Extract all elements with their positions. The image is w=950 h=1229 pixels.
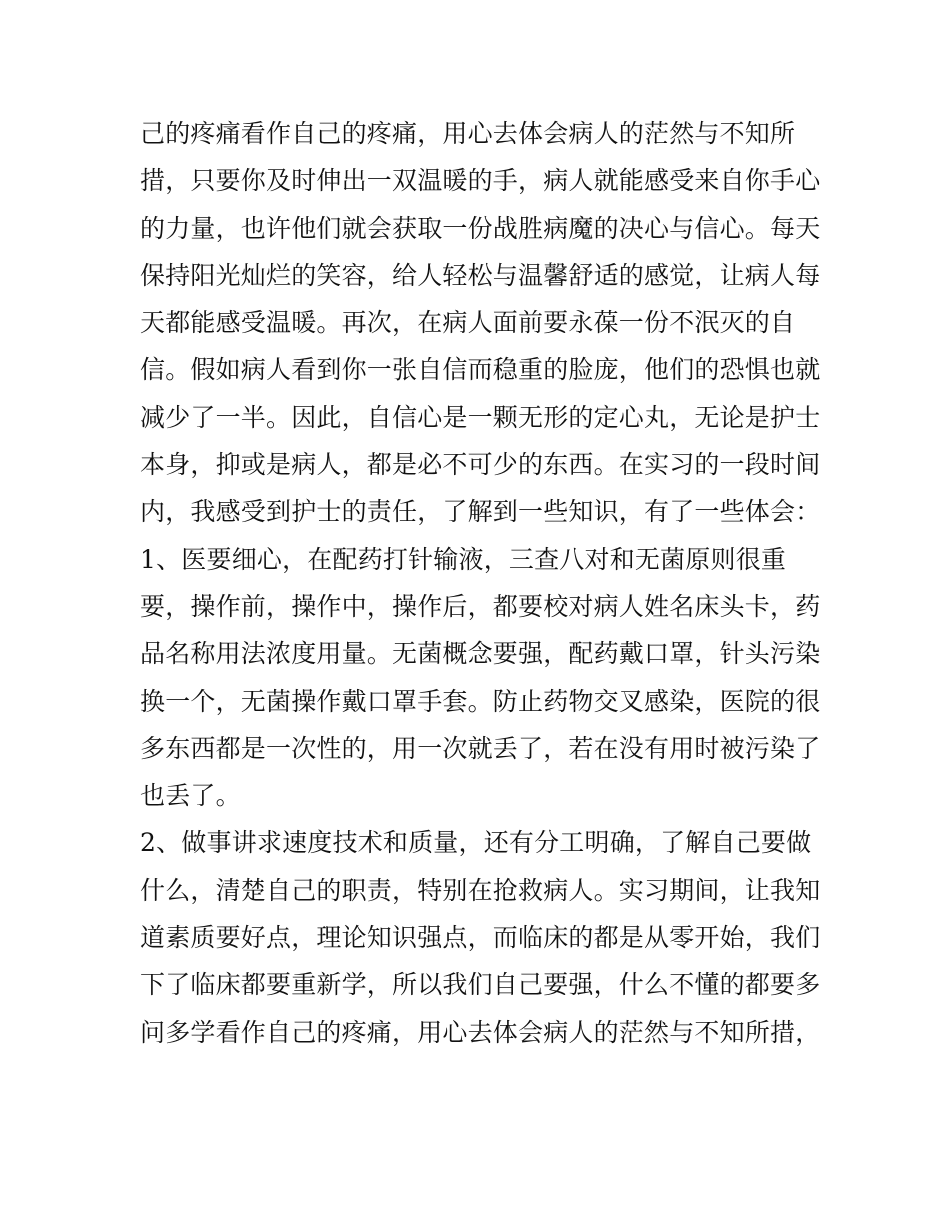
text-line: 什么，清楚自己的职责，特别在抢救病人。实习期间，让我知 xyxy=(140,875,821,905)
text-line: 措，只要你及时伸出一双温暖的手，病人就能感受来自你手心 xyxy=(140,166,821,196)
text-line: 2、做事讲求速度技术和质量，还有分工明确，了解自己要做 xyxy=(140,828,812,858)
text-line: 保持阳光灿烂的笑容，给人轻松与温馨舒适的感觉，让病人每 xyxy=(140,260,821,290)
text-line: 己的疼痛看作自己的疼痛，用心去体会病人的茫然与不知所 xyxy=(140,119,796,148)
document-body xyxy=(140,110,820,1056)
text-line: 内，我感受到护士的责任，了解到一些知识，有了一些体会： xyxy=(140,497,821,527)
text-line: 换一个，无菌操作戴口罩手套。防止药物交叉感染，医院的很 xyxy=(140,686,821,716)
text-line: 减少了一半。因此，自信心是一颗无形的定心丸，无论是护士 xyxy=(140,402,821,432)
text-line: 多东西都是一次性的，用一次就丢了，若在没有用时被污染了 xyxy=(140,733,821,763)
text-line: 道素质要好点，理论知识强点，而临床的都是从零开始，我们 xyxy=(140,923,821,953)
text-line: 1、医要细心，在配药打针输液，三查八对和无菌原则很重 xyxy=(140,544,787,574)
text-line: 本身，抑或是病人，都是必不可少的东西。在实习的一段时间 xyxy=(140,450,821,480)
text-line: 信。假如病人看到你一张自信而稳重的脸庞，他们的恐惧也就 xyxy=(140,355,821,385)
text-line: 要，操作前，操作中，操作后，都要校对病人姓名床头卡，药 xyxy=(140,591,821,621)
text-line: 天都能感受温暖。再次，在病人面前要永葆一份不泯灭的自 xyxy=(140,308,796,338)
text-line: 也丢了。 xyxy=(140,781,241,811)
text-line: 下了临床都要重新学，所以我们自己要强，什么不懂的都要多 xyxy=(140,970,821,1000)
text-line: 的力量，也许他们就会获取一份战胜病魔的决心与信心。每天 xyxy=(140,213,821,243)
text-line: 问多学看作自己的疼痛，用心去体会病人的茫然与不知所措， xyxy=(140,1017,821,1047)
text-line: 品名称用法浓度用量。无菌概念要强，配药戴口罩，针头污染 xyxy=(140,639,821,669)
